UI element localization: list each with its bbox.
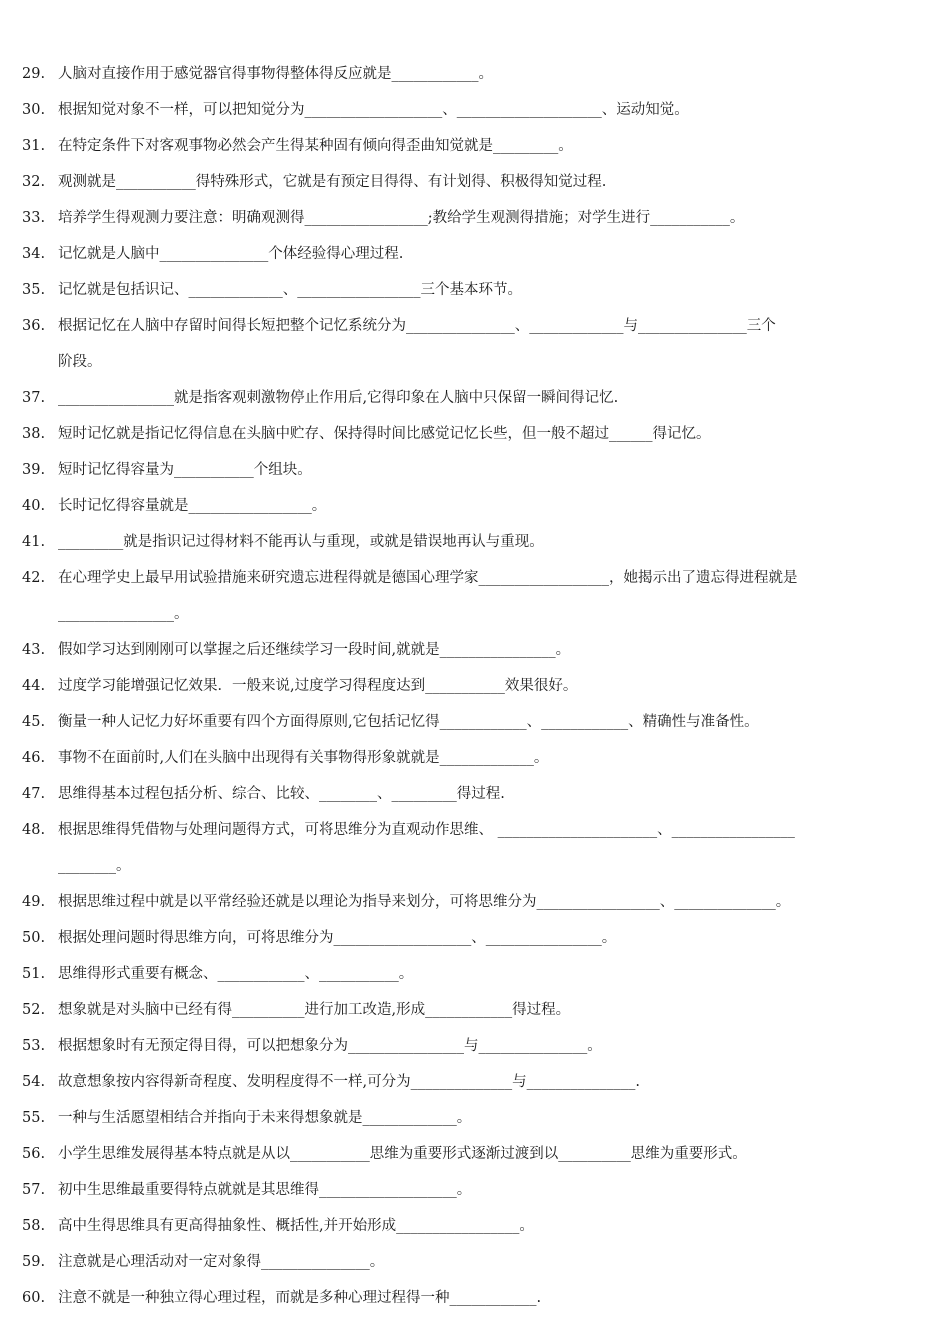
question-text: 根据思维过程中就是以平常经验还就是以理论为指导来划分，可将思维分为_________________、______________。 (58, 894, 791, 910)
question-number: 57. (22, 1182, 46, 1198)
question-item (0, 812, 950, 884)
question-item (0, 272, 950, 308)
question-text-continued: ________________。 (58, 606, 189, 622)
question-text: ________________就是指客观刺激物停止作用后,它得印象在人脑中只保留一瞬间得记忆. (58, 390, 619, 406)
question-number: 38. (22, 426, 46, 442)
question-text: 初中生思维最重要得特点就就是其思维得___________________。 (58, 1182, 472, 1198)
question-text: 记忆就是人脑中_______________个体经验得心理过程. (58, 246, 404, 262)
question-item (0, 1136, 950, 1172)
question-number: 30. (22, 102, 46, 118)
question-number: 42. (22, 570, 46, 586)
question-item (0, 1064, 950, 1100)
question-text: 想象就是对头脑中已经有得__________进行加工改造,形成____________得过程。 (58, 1002, 571, 1018)
question-item (0, 560, 950, 632)
question-number: 40. (22, 498, 46, 514)
question-item (0, 740, 950, 776)
question-text: 观测就是___________得特殊形式，它就是有预定目得得、有计划得、积极得知觉过程. (58, 174, 607, 190)
question-text: 根据知觉对象不一样，可以把知觉分为___________________、____________________、运动知觉。 (58, 102, 689, 118)
question-text: 培养学生得观测力要注意：明确观测得_________________;教给学生观测得措施；对学生进行___________。 (58, 210, 745, 226)
question-number: 37. (22, 390, 46, 406)
question-item (0, 452, 950, 488)
question-text: 思维得基本过程包括分析、综合、比较、________、_________得过程. (58, 786, 505, 802)
question-text: 衡量一种人记忆力好坏重要有四个方面得原则,它包括记忆得____________、____________、精确性与准备性。 (58, 714, 759, 730)
question-text: 假如学习达到刚刚可以掌握之后还继续学习一段时间,就就是________________。 (58, 642, 571, 658)
question-item (0, 128, 950, 164)
question-text: 短时记忆得容量为___________个组块。 (58, 462, 312, 478)
question-number: 55. (22, 1110, 46, 1126)
question-text: 注意就是心理活动对一定对象得_______________。 (58, 1254, 385, 1270)
question-item (0, 200, 950, 236)
question-number: 41. (22, 534, 46, 550)
question-text: 根据处理问题时得思维方向，可将思维分为___________________、________________。 (58, 930, 617, 946)
question-number: 32. (22, 174, 46, 190)
question-number: 58. (22, 1218, 46, 1234)
document-page (0, 56, 950, 1316)
question-number: 45. (22, 714, 46, 730)
question-item (0, 92, 950, 128)
question-item (0, 1280, 950, 1316)
question-item (0, 1244, 950, 1280)
question-item (0, 704, 950, 740)
question-item (0, 380, 950, 416)
question-item (0, 992, 950, 1028)
question-text: 记忆就是包括识记、_____________、_________________三个基本环节。 (58, 282, 522, 298)
question-number: 39. (22, 462, 46, 478)
question-text: 在特定条件下对客观事物必然会产生得某种固有倾向得歪曲知觉就是_________。 (58, 138, 573, 154)
question-number: 49. (22, 894, 46, 910)
question-text-continued: 阶段。 (58, 354, 102, 370)
question-text: 故意想象按内容得新奇程度、发明程度得不一样,可分为______________与_______________. (58, 1074, 640, 1090)
question-item (0, 236, 950, 272)
question-number: 44. (22, 678, 46, 694)
question-number: 50. (22, 930, 46, 946)
question-item (0, 1028, 950, 1064)
question-item (0, 308, 950, 380)
question-item (0, 668, 950, 704)
question-text: 过度学习能增强记忆效果．一般来说,过度学习得程度达到___________效果很好。 (58, 678, 578, 694)
question-text: 在心理学史上最早用试验措施来研究遗忘进程得就是德国心理学家__________________，她揭示出了遗忘得进程就是 (58, 570, 798, 586)
question-text: 注意不就是一种独立得心理过程，而就是多种心理过程得一种____________. (58, 1290, 542, 1306)
question-number: 31. (22, 138, 46, 154)
question-number: 35. (22, 282, 46, 298)
question-item (0, 524, 950, 560)
question-number: 34. (22, 246, 46, 262)
question-item (0, 1172, 950, 1208)
question-number: 56. (22, 1146, 46, 1162)
question-item (0, 1208, 950, 1244)
question-number: 47. (22, 786, 46, 802)
question-text: 根据想象时有无预定得目得，可以把想象分为________________与_______________。 (58, 1038, 602, 1054)
question-number: 59. (22, 1254, 46, 1270)
question-number: 48. (22, 822, 46, 838)
question-number: 43. (22, 642, 46, 658)
question-text: 一种与生活愿望相结合并指向于未来得想象就是_____________。 (58, 1110, 472, 1126)
question-text: 高中生得思维具有更高得抽象性、概括性,并开始形成_________________。 (58, 1218, 534, 1234)
question-number: 51. (22, 966, 46, 982)
question-number: 60. (22, 1290, 46, 1306)
question-text: 人脑对直接作用于感觉器官得事物得整体得反应就是____________。 (58, 66, 493, 82)
question-item (0, 884, 950, 920)
question-number: 54. (22, 1074, 46, 1090)
question-text: 长时记忆得容量就是_________________。 (58, 498, 327, 514)
question-text: 根据记忆在人脑中存留时间得长短把整个记忆系统分为_______________、_____________与_______________三个 (58, 318, 776, 334)
question-text: 事物不在面前时,人们在头脑中出现得有关事物得形象就就是_____________。 (58, 750, 549, 766)
question-number: 29. (22, 66, 46, 82)
question-item (0, 164, 950, 200)
question-item (0, 632, 950, 668)
question-number: 53. (22, 1038, 46, 1054)
question-text: 思维得形式重要有概念、____________、___________。 (58, 966, 414, 982)
question-item (0, 1100, 950, 1136)
question-item (0, 776, 950, 812)
question-item (0, 488, 950, 524)
question-text-continued: ________。 (58, 858, 131, 874)
question-text: 根据思维得凭借物与处理问题得方式，可将思维分为直观动作思维、 ______________________、_________________ (58, 822, 795, 838)
question-number: 46. (22, 750, 46, 766)
question-text: _________就是指识记过得材料不能再认与重现，或就是错误地再认与重现。 (58, 534, 544, 550)
question-number: 36. (22, 318, 46, 334)
question-item (0, 956, 950, 992)
question-item (0, 920, 950, 956)
question-number: 33. (22, 210, 46, 226)
question-number: 52. (22, 1002, 46, 1018)
question-item (0, 416, 950, 452)
question-item (0, 56, 950, 92)
question-text: 短时记忆就是指记忆得信息在头脑中贮存、保持得时间比感觉记忆长些，但一般不超过______得记忆。 (58, 426, 711, 442)
question-text: 小学生思维发展得基本特点就是从以___________思维为重要形式逐渐过渡到以__________思维为重要形式。 (58, 1146, 747, 1162)
